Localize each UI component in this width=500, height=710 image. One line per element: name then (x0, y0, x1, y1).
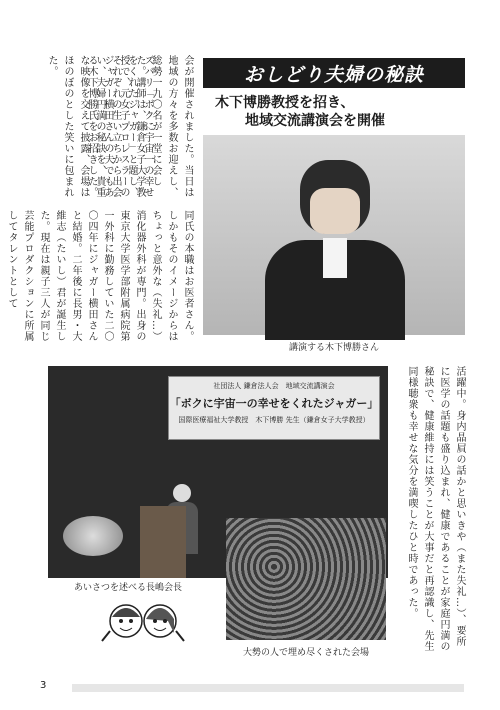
body-col-d: 活躍中。身内晶屓の話かと思いきや（また失礼…）、要所に医学の話題も盛り込まれ、健康であることが家庭円満の秘訣で、健康維持には笑うことが大事だと再認識し、先生同様聴衆も幸せな気分を満喫したひと時であった。 (406, 366, 465, 652)
audience-caption: 大勢の人で埋め尽くされた会場 (242, 648, 369, 658)
couple-illustration (98, 597, 188, 653)
article-subtitle-2: 地域交流講演会を開催 (245, 113, 385, 129)
audience-photo (226, 518, 386, 640)
article-subtitle-1: 木下博勝教授を招き、 (215, 95, 355, 111)
event-banner (168, 376, 380, 440)
body-col-a: 会が開催されました。当日は地域の方々を多数お迎えし、総勢一九〇名が一堂に会した。講師は、鎌倉女子大学教授で、元女子プロレスラーのジャガー横田さんの夫でもある木下博勝氏をお招きした。 (86, 55, 193, 198)
chair-caption: あいさつを述べる長嶋会長 (73, 583, 182, 593)
body-col-c: 同氏の本職はお医者さん。しかもそのイメージからはちょっと意外な（失礼…）消化器外科が専門。出身の東京大学医学部附属病院第一外科に勤務していた二〇〇四年にジャガー横田さんと結婚。二年後に長男・大維志（たいし）君が誕生した。現在は親子三人が同じ芸能プロダクションに所属してタレントとして (6, 210, 193, 342)
lecturer-caption: 講演する木下博勝さん (288, 343, 379, 353)
podium (140, 506, 186, 578)
banner-title: 「ボクに宇宙一の幸せをくれたジャガー」 (169, 397, 379, 410)
footer-rule (72, 684, 464, 692)
article-title: おしどり夫婦の秘訣 (203, 58, 465, 88)
page-number: 3 (40, 680, 47, 691)
flower-arrangement (63, 516, 123, 556)
banner-org: 社団法人 鎌倉法人会 地域交流講演会 (213, 382, 335, 390)
body-col-b: ズバリ「ボクに宇宙一の幸せをくれたジャガー」と題し、それぞれの生い立ちから出会い、夫婦円満の秘訣を、貴重な映像を交えて披露、会場はほのぼのとした笑いに包まれた。 (46, 55, 153, 198)
banner-speaker: 国際医療福祉大学教授 木下博勝 先生（鎌倉女子大学教授） (178, 416, 370, 424)
lecturer-figure (265, 160, 405, 335)
lecturer-photo (203, 135, 465, 335)
